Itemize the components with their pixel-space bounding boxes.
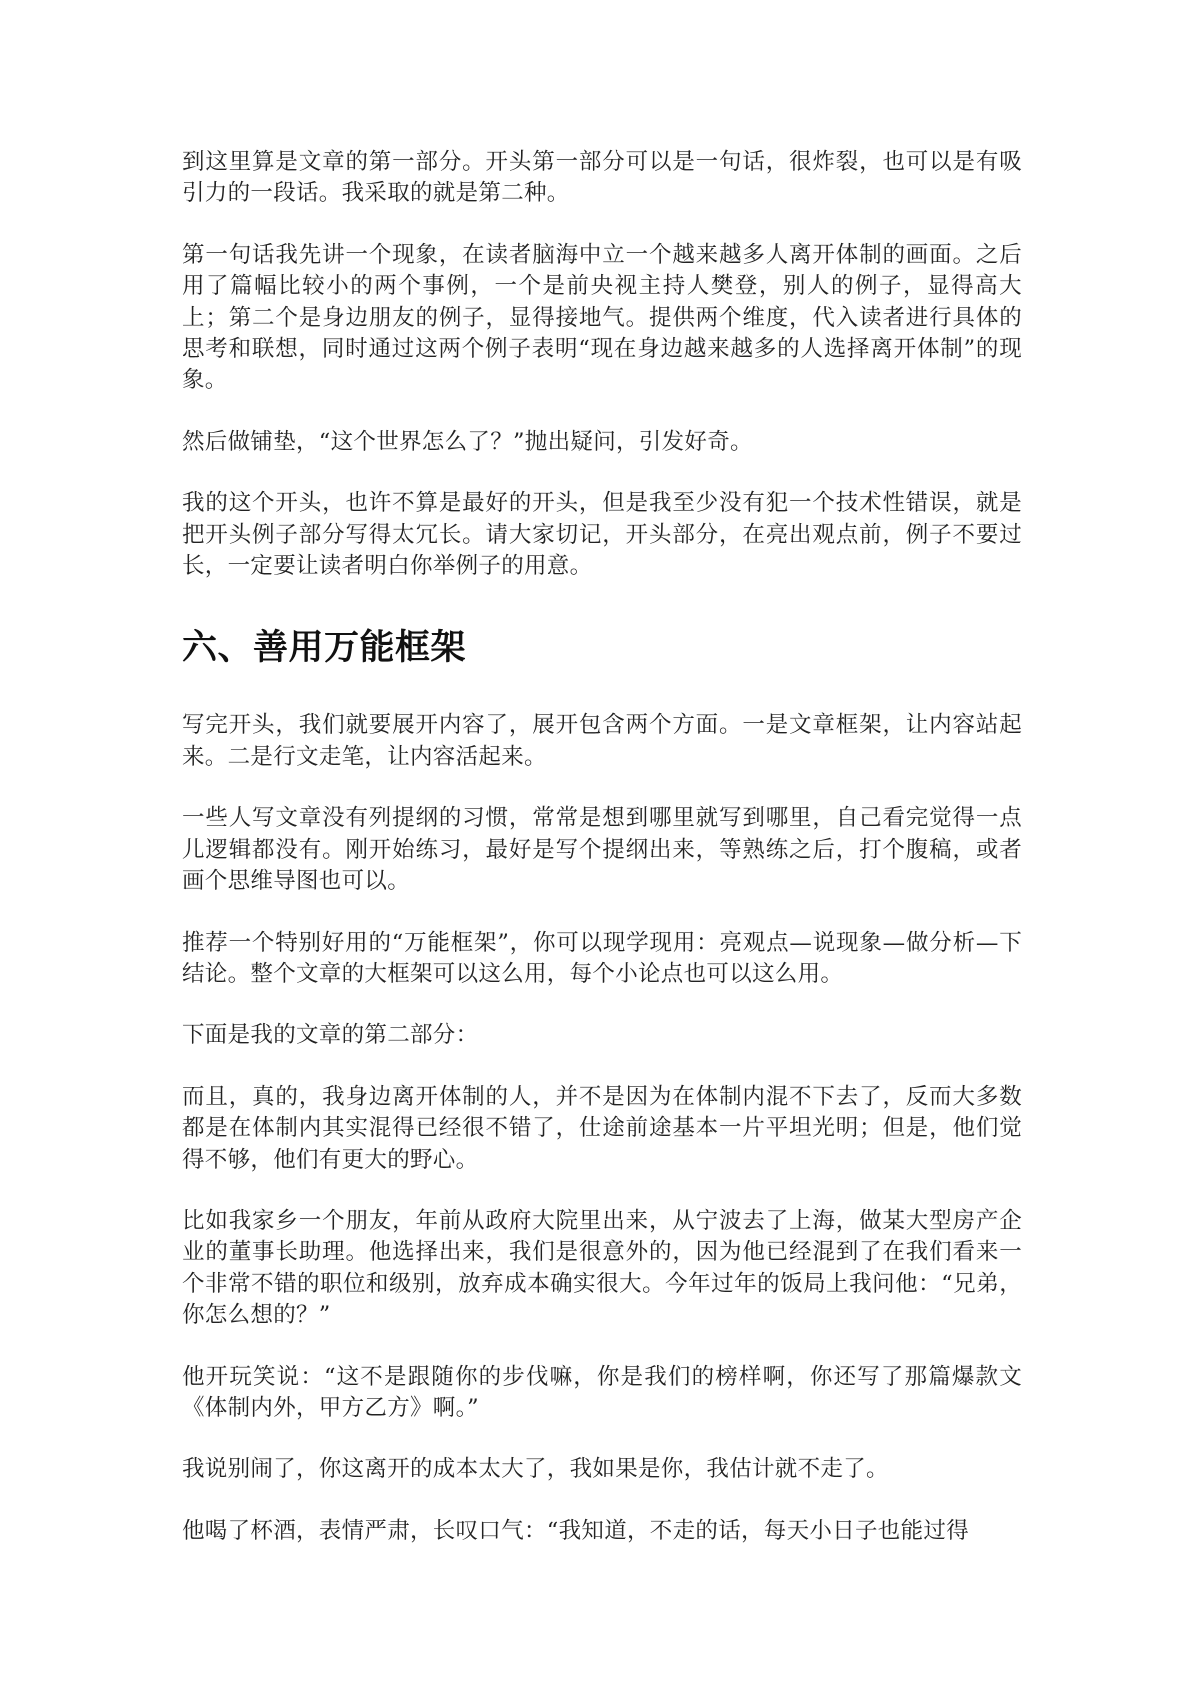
- paragraph: 推荐一个特别好用的“万能框架”，你可以现学现用：亮观点—说现象—做分析—下结论。整个文章的大框架可以这么用，每个小论点也可以这么用。: [182, 929, 1022, 987]
- paragraph: 他开玩笑说：“这不是跟随你的步伐嘛，你是我们的榜样啊，你还写了那篇爆款文《体制内外，甲方乙方》啊。”: [182, 1363, 1022, 1421]
- paragraph: 一些人写文章没有列提纲的习惯，常常是想到哪里就写到哪里，自己看完觉得一点儿逻辑都没有。刚开始练习，最好是写个提纲出来，等熟练之后，打个腹稿，或者画个思维导图也可以。: [182, 805, 1022, 895]
- paragraph: 而且，真的，我身边离开体制的人，并不是因为在体制内混不下去了，反而大多数都是在体制内其实混得已经很不错了，仕途前途基本一片平坦光明；但是，他们觉得不够，他们有更大的野心。: [182, 1083, 1022, 1173]
- paragraph: 到这里算是文章的第一部分。开头第一部分可以是一句话，很炸裂，也可以是有吸引力的一段话。我采取的就是第二种。: [182, 149, 1022, 207]
- paragraph: 然后做铺垫，“这个世界怎么了？”抛出疑问，引发好奇。: [182, 428, 753, 455]
- paragraph: 他喝了杯酒，表情严肃，长叹口气：“我知道，不走的话，每天小日子也能过得: [182, 1517, 970, 1544]
- paragraph: 我的这个开头，也许不算是最好的开头，但是我至少没有犯一个技术性错误，就是把开头例子部分写得太冗长。请大家切记，开头部分，在亮出观点前，例子不要过长，一定要让读者明白你举例子的用意。: [182, 490, 1022, 580]
- paragraph: 我说别闹了，你这离开的成本太大了，我如果是你，我估计就不走了。: [182, 1456, 889, 1483]
- paragraph: 写完开头，我们就要展开内容了，展开包含两个方面。一是文章框架，让内容站起来。二是行文走笔，让内容活起来。: [182, 712, 1022, 770]
- paragraph: 下面是我的文章的第二部分：: [182, 1022, 479, 1049]
- section-heading: 六、善用万能框架: [182, 628, 467, 669]
- document-body: [182, 147, 1022, 1577]
- paragraph: 比如我家乡一个朋友，年前从政府大院里出来，从宁波去了上海，做某大型房产企业的董事长助理。他选择出来，我们是很意外的，因为他已经混到了在我们看来一个非常不错的职位和级别，放弃成本确实很大。今年过年的饭局上我问他：“兄弟，你怎么想的？”: [182, 1207, 1022, 1329]
- paragraph: 第一句话我先讲一个现象，在读者脑海中立一个越来越多人离开体制的画面。之后用了篇幅比较小的两个事例，一个是前央视主持人樊登，别人的例子，显得高大上；第二个是身边朋友的例子，显得接地气。提供两个维度，代入读者进行具体的思考和联想，同时通过这两个例子表明“现在身边越来越多的人选择离开体制”的现象。: [182, 241, 1022, 394]
